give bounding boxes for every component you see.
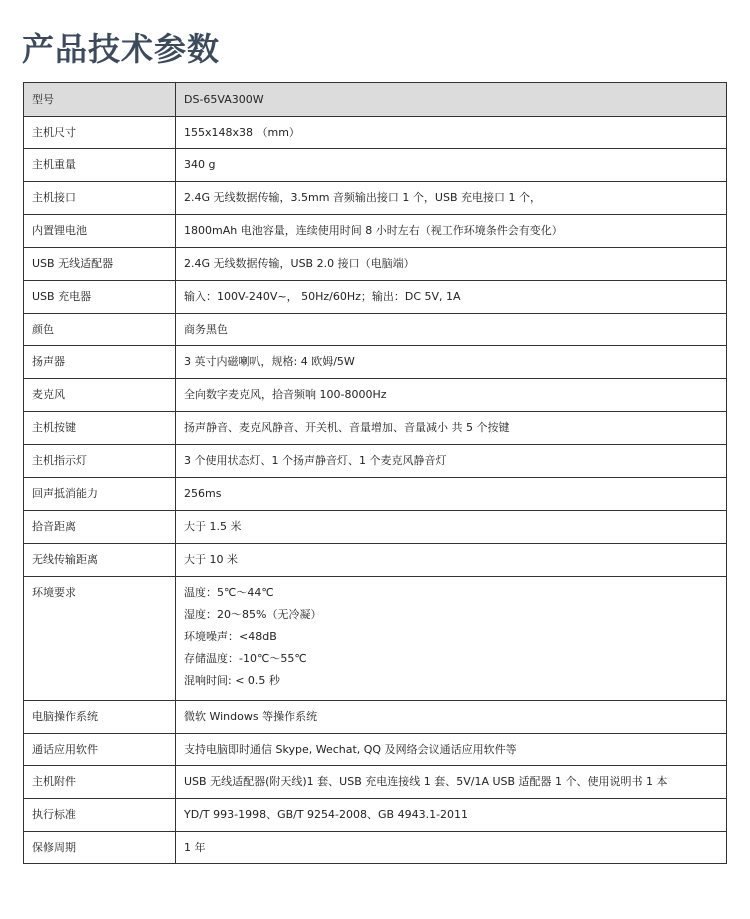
spec-label: 主机重量 bbox=[24, 149, 176, 182]
spec-value: 输入：100V-240V~， 50Hz/60Hz；输出：DC 5V, 1A bbox=[176, 281, 727, 314]
table-row bbox=[24, 314, 727, 346]
spec-value: 340 g bbox=[176, 149, 727, 182]
spec-value: 大于 1.5 米 bbox=[176, 511, 727, 544]
spec-value: 256ms bbox=[176, 478, 727, 511]
spec-value: 3 个使用状态灯、1 个扬声静音灯、1 个麦克风静音灯 bbox=[176, 445, 727, 478]
page-title: 产品技术参数 bbox=[22, 30, 221, 68]
table-row bbox=[24, 412, 727, 445]
spec-label: 型号 bbox=[24, 83, 176, 117]
spec-value: 商务黑色 bbox=[176, 314, 727, 346]
spec-label: 电脑操作系统 bbox=[24, 701, 176, 734]
spec-value: 2.4G 无线数据传输，3.5mm 音频输出接口 1 个，USB 充电接口 1 个， bbox=[176, 182, 727, 215]
spec-label: 主机尺寸 bbox=[24, 117, 176, 149]
spec-value: 155x148x38 （mm） bbox=[176, 117, 727, 149]
table-row bbox=[24, 511, 727, 544]
table-row bbox=[24, 478, 727, 511]
spec-label: 颜色 bbox=[24, 314, 176, 346]
table-row bbox=[24, 445, 727, 478]
table-row bbox=[24, 83, 727, 117]
table-row bbox=[24, 248, 727, 281]
spec-label: 保修周期 bbox=[24, 832, 176, 864]
spec-value: 支持电脑即时通信 Skype, Wechat, QQ 及网络会议通话应用软件等 bbox=[176, 734, 727, 766]
spec-label: 麦克风 bbox=[24, 379, 176, 412]
env-line: 混响时间: < 0.5 秒 bbox=[184, 674, 280, 687]
spec-value: YD/T 993-1998、GB/T 9254-2008、GB 4943.1-2011 bbox=[176, 799, 727, 832]
spec-value: 扬声静音、麦克风静音、开关机、音量增加、音量减小 共 5 个按键 bbox=[176, 412, 727, 445]
table-row bbox=[24, 734, 727, 766]
table-row bbox=[24, 346, 727, 379]
env-line: 环境噪声：<48dB bbox=[184, 630, 277, 643]
spec-label: 扬声器 bbox=[24, 346, 176, 379]
spec-label: 执行标准 bbox=[24, 799, 176, 832]
spec-value: 全向数字麦克风，拾音频响 100-8000Hz bbox=[176, 379, 727, 412]
spec-value: USB 无线适配器(附天线)1 套、USB 充电连接线 1 套、5V/1A USB 适配器 1 个、使用说明书 1 本 bbox=[176, 766, 727, 799]
spec-label: USB 充电器 bbox=[24, 281, 176, 314]
env-line: 存储温度：-10℃～55℃ bbox=[184, 652, 307, 665]
spec-value bbox=[176, 577, 727, 701]
table-row bbox=[24, 701, 727, 734]
env-line: 湿度：20～85%（无冷凝） bbox=[184, 608, 322, 621]
table-row bbox=[24, 149, 727, 182]
spec-label: 主机附件 bbox=[24, 766, 176, 799]
spec-label: 拾音距离 bbox=[24, 511, 176, 544]
spec-value: 1 年 bbox=[176, 832, 727, 864]
table-row bbox=[24, 215, 727, 248]
spec-value: 3 英寸内磁喇叭，规格: 4 欧姆/5W bbox=[176, 346, 727, 379]
table-row bbox=[24, 379, 727, 412]
spec-label: USB 无线适配器 bbox=[24, 248, 176, 281]
spec-value: 1800mAh 电池容量，连续使用时间 8 小时左右（视工作环境条件会有变化） bbox=[176, 215, 727, 248]
spec-value: 微软 Windows 等操作系统 bbox=[176, 701, 727, 734]
spec-value: 2.4G 无线数据传输，USB 2.0 接口（电脑端） bbox=[176, 248, 727, 281]
table-row bbox=[24, 766, 727, 799]
spec-label: 主机指示灯 bbox=[24, 445, 176, 478]
table-row bbox=[24, 117, 727, 149]
table-row bbox=[24, 544, 727, 577]
spec-table bbox=[23, 82, 727, 864]
spec-label: 通话应用软件 bbox=[24, 734, 176, 766]
spec-label: 内置锂电池 bbox=[24, 215, 176, 248]
env-line: 温度：5℃～44℃ bbox=[184, 586, 274, 599]
spec-label: 无线传输距离 bbox=[24, 544, 176, 577]
table-row bbox=[24, 182, 727, 215]
spec-label: 环境要求 bbox=[24, 577, 176, 701]
spec-value: DS-65VA300W bbox=[176, 83, 727, 117]
table-row bbox=[24, 799, 727, 832]
table-row bbox=[24, 281, 727, 314]
spec-label: 主机按键 bbox=[24, 412, 176, 445]
table-row bbox=[24, 577, 727, 701]
table-row bbox=[24, 832, 727, 864]
spec-label: 回声抵消能力 bbox=[24, 478, 176, 511]
spec-label: 主机接口 bbox=[24, 182, 176, 215]
spec-value: 大于 10 米 bbox=[176, 544, 727, 577]
